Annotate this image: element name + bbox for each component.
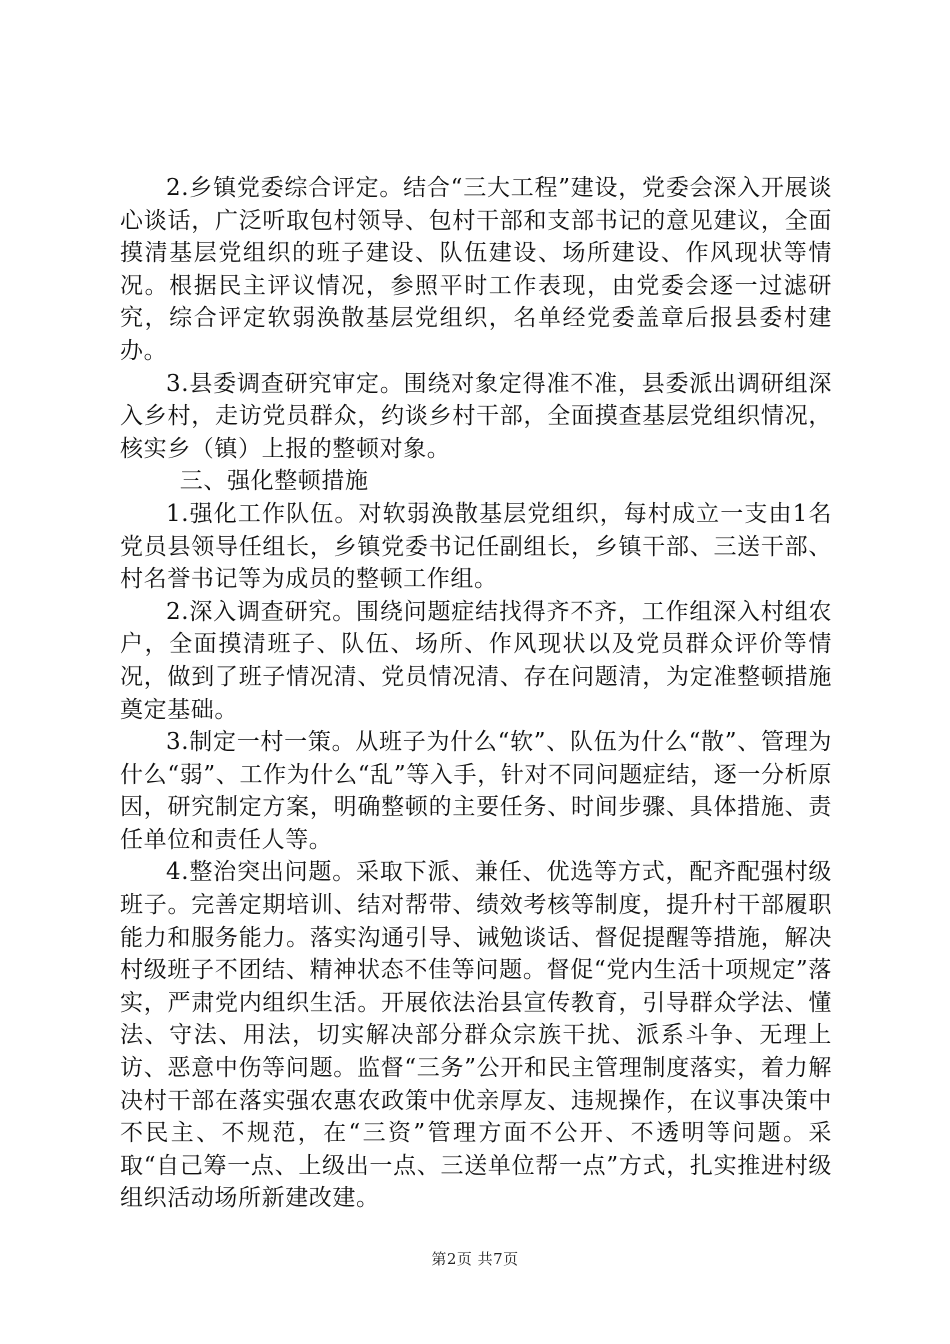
paragraph-rectify-problems: 4.整治突出问题。采取下派、兼任、优选等方式，配齐配强村级班子。完善定期培训、结对帮带、绩效考核等制度，提升村干部履职能力和服务能力。落实沟通引导、诫勉谈话、督促提醒等措施，解决村级班子不团结、精神状态不佳等问题。督促“党内生活十项规定”落实，严肃党内组织生活。开展依法治县宣传教育，引导群众学法、懂法、守法、用法，切实解决部分群众宗族干扰、派系斗争、无理上访、恶意中伤等问题。监督“三务”公开和民主管理制度落实，着力解决村干部在落实强农惠农政策中优亲厚友、违规操作，在议事决策中不民主、不规范，在“三资”管理方面不公开、不透明等问题。采取“自己筹一点、上级出一点、三送单位帮一点”方式，扎实推进村级组织活动场所新建改建。: [120, 859, 832, 1212]
section-heading-measures: 三、强化整顿措施: [179, 468, 369, 495]
paragraph-investigation: 2.深入调查研究。围绕问题症结找得齐不齐，工作组深入村组农户，全面摸清班子、队伍、场所、作风现状以及党员群众评价等情况，做到了班子情况清、党员情况清、存在问题清，为定准整顿措施奠定基础。: [120, 598, 832, 723]
paragraph-county-review: 3.县委调查研究审定。围绕对象定得准不准，县委派出调研组深入乡村，走访党员群众，约谈乡村干部，全面摸查基层党组织情况，核实乡（镇）上报的整顿对象。: [120, 370, 832, 462]
paragraph-township-evaluation: 2.乡镇党委综合评定。结合“三大工程”建设，党委会深入开展谈心谈话，广泛听取包村领导、包村干部和支部书记的意见建议，全面摸清基层党组织的班子建设、队伍建设、场所建设、作风现状等情况。根据民主评议情况，参照平时工作表现，由党委会逐一过滤研究，综合评定软弱涣散基层党组织，名单经党委盖章后报县委村建办。: [120, 175, 832, 364]
paragraph-one-village-one-policy: 3.制定一村一策。从班子为什么“软”、队伍为什么“散”、管理为什么“弱”、工作为什么“乱”等入手，针对不同问题症结，逐一分析原因，研究制定方案，明确整顿的主要任务、时间步骤、具体措施、责任单位和责任人等。: [120, 729, 832, 853]
document-body: [120, 172, 832, 1215]
paragraph-work-team: 1.强化工作队伍。对软弱涣散基层党组织，每村成立一支由1名党员县领导任组长，乡镇党委书记任副组长，乡镇干部、三送干部、村名誉书记等为成员的整顿工作组。: [120, 500, 832, 593]
page-number-footer: 第2页 共7页: [431, 1250, 519, 1268]
